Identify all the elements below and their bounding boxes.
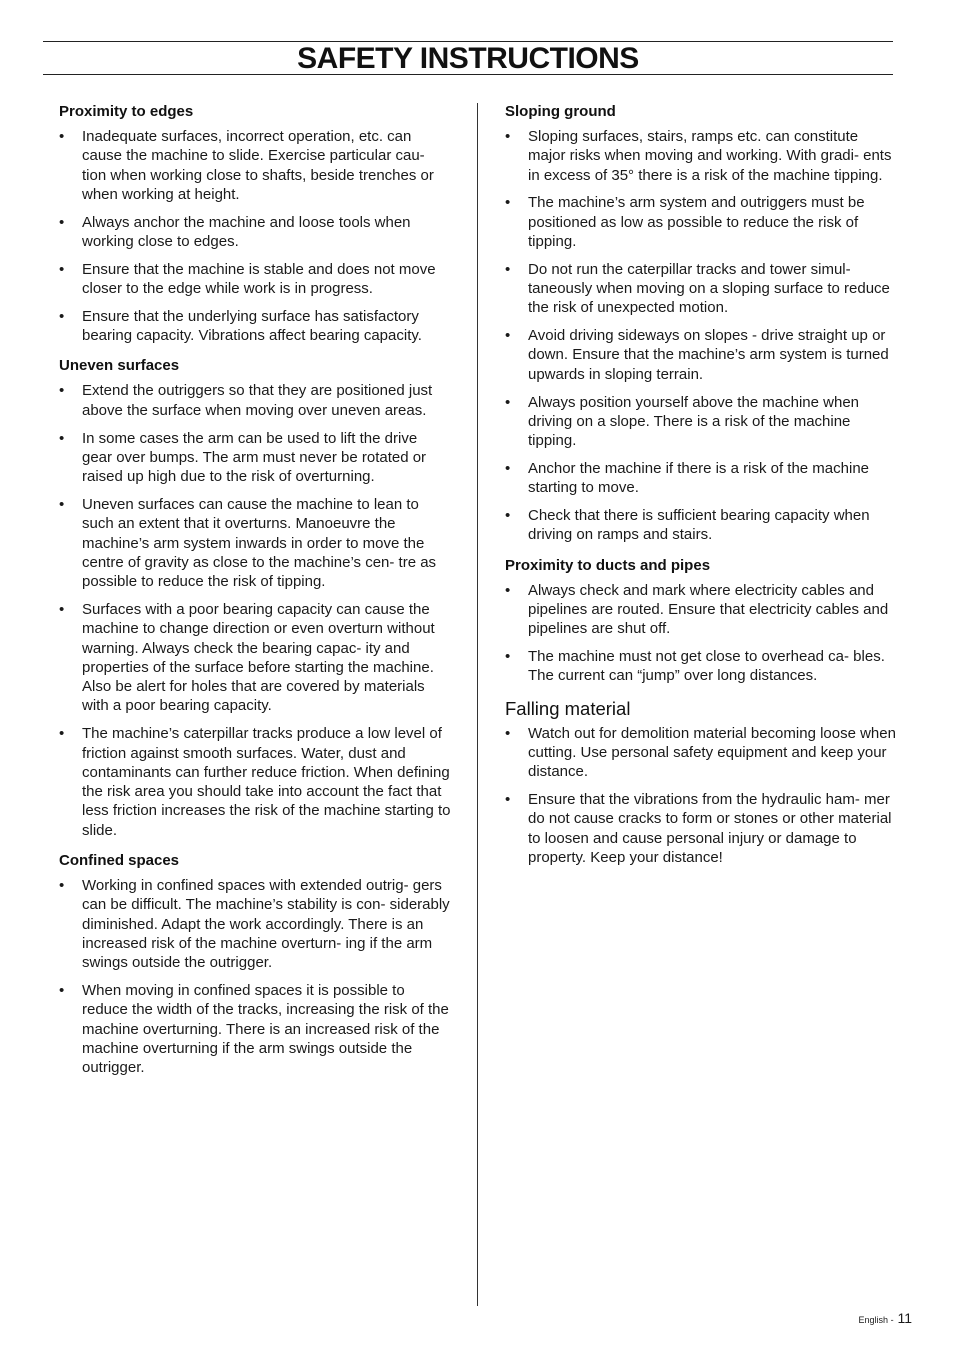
page-title: SAFETY INSTRUCTIONS — [297, 42, 639, 75]
section-list-proximity-to-edges — [59, 127, 451, 345]
list-item: • Avoid driving sideways on slopes - drive straight up or down. Ensure that the machine’s arm system is turned upwards in sloping terrain. — [505, 326, 897, 384]
section-heading-confined-spaces: Confined spaces — [59, 852, 180, 869]
section-heading-proximity-to-ducts-and-pipes: Proximity to ducts and pipes — [505, 556, 711, 574]
list-item: • Working in confined spaces with extended outrig- gers can be difficult. The machine’s stability is con- siderably diminished. Adapt the work accordingly. There is an increased risk of the machine overturn- ing if the arm swings outside the outrigger. — [59, 876, 451, 972]
list-item: • Always anchor the machine and loose tools when working close to edges. — [59, 213, 451, 252]
section-list-falling-material — [505, 724, 897, 868]
list-item: • The machine’s caterpillar tracks produce a low level of friction against smooth surfaces. Water, dust and contaminants can further reduce friction. When defining the risk area you should take into account the fact that less friction increases the risk of the machine starting to slide. — [59, 724, 451, 840]
list-item: • The machine’s arm system and outriggers must be positioned as low as possible to reduce the risk of tipping. — [505, 193, 897, 251]
list-item: • Watch out for demolition material becoming loose when cutting. Use personal safety equipment and keep your distance. — [505, 724, 897, 782]
section-list-uneven-surfaces — [59, 381, 451, 840]
list-item: • Sloping surfaces, stairs, ramps etc. can constitute major risks when moving and working. With gradi- ents in excess of 35° there is a risk of the machine tipping. — [505, 127, 897, 185]
list-item: • The machine must not get close to overhead ca- bles. The current can “jump” over long distances. — [505, 647, 897, 686]
footer-language: English - — [858, 1315, 894, 1325]
list-item: • When moving in confined spaces it is possible to reduce the width of the tracks, increasing the risk of the machine overturning. There is an increased risk of the machine overturning if the arm swings outside the outrigger. — [59, 981, 451, 1077]
list-item: • Inadequate surfaces, incorrect operation, etc. can cause the machine to slide. Exercise particular cau- tion when working close to shafts, beside trenches or when working at height. — [59, 127, 451, 204]
page-number: 11 — [897, 1310, 912, 1326]
section-heading-falling-material: Falling material — [505, 697, 631, 719]
list-item: • Check that there is sufficient bearing capacity when driving on ramps and stairs. — [505, 506, 897, 545]
section-list-confined-spaces — [59, 876, 451, 1077]
list-item: • Always position yourself above the machine when driving on a slope. There is a risk of the machine tipping. — [505, 393, 897, 451]
list-item: • Ensure that the vibrations from the hydraulic ham- mer do not cause cracks to form or stones or other material to loosen and cause personal injury or damage to property. Keep your distance! — [505, 790, 897, 867]
list-item: • Ensure that the underlying surface has satisfactory bearing capacity. Vibrations affect bearing capacity. — [59, 307, 451, 346]
list-item: • Always check and mark where electricity cables and pipelines are routed. Ensure that electricity cables and pipelines are shut off. — [505, 581, 897, 639]
list-item: • In some cases the arm can be used to lift the drive gear over bumps. The arm must never be rotated or raised up high due to the risk of overturning. — [59, 429, 451, 487]
section-list-proximity-to-ducts-and-pipes — [505, 581, 897, 686]
right-column — [505, 101, 897, 877]
header-rule-bottom — [43, 74, 893, 75]
list-item: • Ensure that the machine is stable and does not move closer to the edge while work is in progress. — [59, 260, 451, 299]
list-item: • Do not run the caterpillar tracks and tower simul- taneously when moving on a sloping surface to reduce the risk of unexpected motion. — [505, 260, 897, 318]
column-divider — [477, 103, 478, 1306]
list-item: • Extend the outriggers so that they are positioned just above the surface when moving over uneven areas. — [59, 381, 451, 420]
page-footer — [859, 1308, 912, 1330]
section-heading-uneven-surfaces: Uneven surfaces — [59, 357, 180, 375]
section-list-sloping-ground — [505, 127, 897, 545]
section-heading-sloping-ground: Sloping ground — [505, 103, 616, 120]
list-item: • Anchor the machine if there is a risk of the machine starting to move. — [505, 459, 897, 498]
section-heading-proximity-to-edges: Proximity to edges — [59, 103, 194, 120]
list-item: • Surfaces with a poor bearing capacity can cause the machine to change direction or even overturn without warning. Always check the bearing capac- ity and properties of the surface before starting the machine. Also be alert for holes that are covered by materials with a poor bearing capacity. — [59, 600, 451, 716]
list-item: • Uneven surfaces can cause the machine to lean to such an extent that it overturns. Manoeuvre the machine’s arm system inwards in order to move the centre of gravity as close to the machine’s cen- tre as possible to reduce the risk of tipping. — [59, 495, 451, 591]
left-column — [59, 101, 451, 1087]
